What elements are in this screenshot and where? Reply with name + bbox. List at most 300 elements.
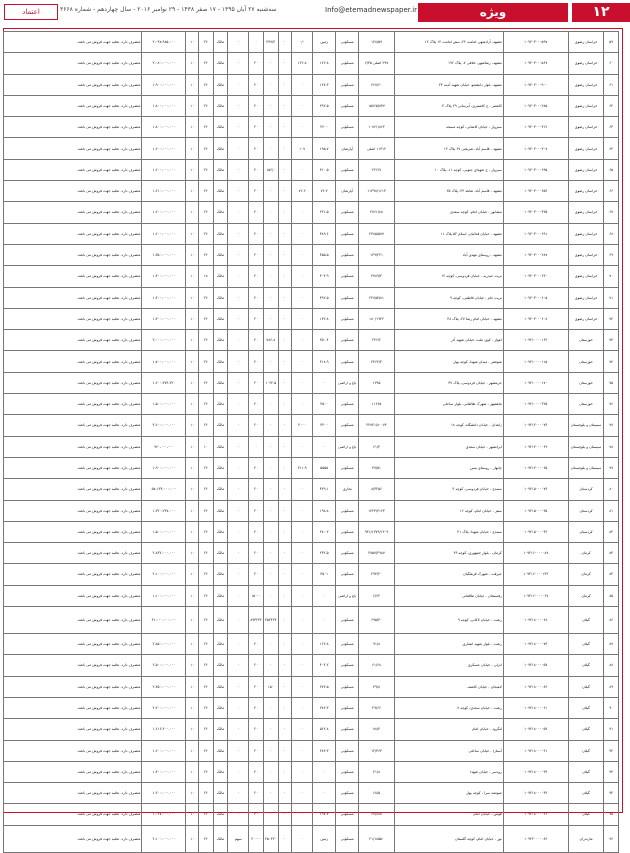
cell-prov: گیلان bbox=[568, 719, 604, 740]
cell-c: ۰ bbox=[228, 53, 249, 74]
cell-code: ۱۰۹۲۰۳۰۰۰۴۳۵ bbox=[503, 202, 568, 223]
cell-b: ۲۰ bbox=[249, 634, 264, 655]
cell-build: ۰ bbox=[292, 159, 313, 180]
cell-build: ۰ bbox=[292, 330, 313, 351]
cell-doc: ۲۶ bbox=[198, 32, 213, 53]
cell-b: ۲۰ bbox=[249, 740, 264, 761]
cell-plate: ۱۲۴۳/۳۱۲۳ bbox=[359, 500, 395, 521]
cell-use: مسکونی bbox=[336, 394, 359, 415]
cell-prov: خراسان رضوی bbox=[568, 266, 604, 287]
cell-a: ۰ bbox=[263, 564, 278, 585]
section-title: ویژه bbox=[418, 3, 568, 22]
cell-c: ۰ bbox=[228, 655, 249, 676]
cell-c: ۰ bbox=[228, 543, 249, 564]
cell-b: ۲۰۰۰۰ bbox=[249, 825, 264, 852]
cell-plate: ۶/۶۲ bbox=[359, 585, 395, 606]
cell-price: ۱،۱۰۰،۰۰۰،۰۰۰ bbox=[142, 585, 186, 606]
table-row bbox=[4, 351, 619, 372]
cell-use: مسکونی bbox=[336, 719, 359, 740]
cell-prov: خراسان رضوی bbox=[568, 74, 604, 95]
cell-a: ۰ bbox=[263, 138, 278, 159]
cell-addr: صومعه سرا - کوچه بهار bbox=[394, 783, 503, 804]
cell-row: ۸۹ bbox=[604, 676, 619, 697]
cell-doc: ۲۶ bbox=[198, 740, 213, 761]
cell-doc: ۲۶ bbox=[198, 351, 213, 372]
cell-floor: ۰ bbox=[278, 415, 292, 436]
cell-code: ۱۰۹۲۰۳۰۰۰۳۰۷ bbox=[503, 138, 568, 159]
cell-prov: خراسان رضوی bbox=[568, 95, 604, 116]
cell-area: ۰ bbox=[313, 761, 336, 782]
cell-d: مالک bbox=[213, 825, 228, 852]
cell-build: ۰ bbox=[292, 607, 313, 634]
cell-addr: سنندج - خیابان فردوسی، کوچه ۴ bbox=[394, 479, 503, 500]
cell-c: ۰ bbox=[228, 117, 249, 138]
cell-addr: مشهد- بلوار دانشجو، خیابان شهید آدینه ۲۳ bbox=[394, 74, 503, 95]
cell-area: ۲۸۰.۲ bbox=[313, 521, 336, 542]
cell-floor: ۰ bbox=[278, 244, 292, 265]
cell-addr: شوشتر - میدان شهدا، کوچه بهار bbox=[394, 351, 503, 372]
cell-build: ۰ bbox=[292, 655, 313, 676]
cell-c: ۰ bbox=[228, 138, 249, 159]
cell-d: مالک bbox=[213, 585, 228, 606]
cell-c: ۰ bbox=[228, 266, 249, 287]
cell-plate: ۳۷/۵۱ bbox=[359, 457, 395, 478]
cell-d: مالک bbox=[213, 351, 228, 372]
cell-desc: متصرف دارد. تخلیه جهت فروش می باشد. bbox=[4, 564, 142, 585]
cell-code: ۱۰۹۲۰۳۰۰۰۲۸۷ bbox=[503, 244, 568, 265]
cell-c: ۰ bbox=[228, 394, 249, 415]
cell-area: ۲۸۳.۳ bbox=[313, 740, 336, 761]
table-body bbox=[4, 32, 619, 853]
cell-price: ۲،۴۵۰،۰۰۰،۰۰۰ bbox=[142, 676, 186, 697]
cell-build: ۰ bbox=[292, 394, 313, 415]
cell-plate: ۶۱/۶۸ bbox=[359, 655, 395, 676]
cell-b: ۲۰ bbox=[249, 697, 264, 718]
cell-price: ۲،۰۹۷،۹۸۵،۰۰۰ bbox=[142, 32, 186, 53]
cell-prov: خراسان رضوی bbox=[568, 138, 604, 159]
cell-price: ۱،۰۶۷،۰۰۰،۰۰۰ bbox=[142, 804, 186, 825]
cell-build: ۰ bbox=[292, 825, 313, 852]
cell-prov: گیلان bbox=[568, 634, 604, 655]
cell-desc: متصرف دارد. تخلیه جهت فروش می باشد. bbox=[4, 330, 142, 351]
cell-price: ۱،۶۰۰،۳۷۴،۲۲۰ bbox=[142, 372, 186, 393]
cell-d: مالک bbox=[213, 740, 228, 761]
cell-a: ۰ bbox=[263, 117, 278, 138]
cell-build: ۰ bbox=[292, 244, 313, 265]
cell-code: ۱۰۹۲۱۸۰۰۰۰۶۱ bbox=[503, 697, 568, 718]
cell-floor: ۰ bbox=[278, 266, 292, 287]
cell-d: مالک bbox=[213, 159, 228, 180]
cell-c: ۰ bbox=[228, 308, 249, 329]
cell-addr: خرمشهر - خیابان فردوسی، پلاک ۳۷ bbox=[394, 372, 503, 393]
cell-doc: ۱۰ bbox=[198, 436, 213, 457]
cell-area: ۵۶۲.۸ bbox=[313, 719, 336, 740]
cell-row: ۶۸ bbox=[604, 223, 619, 244]
cell-mon: ۱۰ bbox=[186, 117, 199, 138]
cell-row: ۶۴ bbox=[604, 138, 619, 159]
cell-price: ۳،۶۰۰،۰۰۰،۰۰۰ bbox=[142, 415, 186, 436]
cell-floor: ۰ bbox=[278, 804, 292, 825]
cell-b: ۲۰ bbox=[249, 457, 264, 478]
cell-build: ۰ bbox=[292, 436, 313, 457]
table-row bbox=[4, 32, 619, 53]
cell-mon: ۱۰ bbox=[186, 436, 199, 457]
cell-b: ۲۰ bbox=[249, 500, 264, 521]
cell-plate: ۲۱/۸ bbox=[359, 761, 395, 782]
cell-mon: ۱۰ bbox=[186, 74, 199, 95]
cell-price: ۱،۲۰۰،۰۰۰،۰۰۰ bbox=[142, 783, 186, 804]
table-row bbox=[4, 804, 619, 825]
cell-desc: متصرف دارد. تخلیه جهت فروش می باشد. bbox=[4, 266, 142, 287]
cell-prov: گیلان bbox=[568, 804, 604, 825]
cell-use: مسکونی bbox=[336, 521, 359, 542]
cell-c: ۰ bbox=[228, 159, 249, 180]
cell-floor: ۰ bbox=[278, 181, 292, 202]
cell-area: ۳۱۸.۹ bbox=[313, 351, 336, 372]
cell-a: ۰ bbox=[263, 804, 278, 825]
cell-area: ۱۹۸.۸ bbox=[313, 500, 336, 521]
cell-prov: گیلان bbox=[568, 676, 604, 697]
cell-row: ۷۹ bbox=[604, 457, 619, 478]
cell-mon: ۱۰ bbox=[186, 543, 199, 564]
table-row bbox=[4, 457, 619, 478]
cell-code: ۱۰۹۲۱۵۰۰۰۰۴۲ bbox=[503, 521, 568, 542]
cell-use: مسکونی bbox=[336, 543, 359, 564]
cell-desc: متصرف دارد. تخلیه جهت فروش می باشد. bbox=[4, 244, 142, 265]
cell-prov: سیستان و بلوچستان bbox=[568, 415, 604, 436]
cell-use: مسکونی bbox=[336, 330, 359, 351]
cell-desc: متصرف دارد. تخلیه جهت فروش می باشد. bbox=[4, 74, 142, 95]
cell-doc: ۲۶ bbox=[198, 457, 213, 478]
table-row bbox=[4, 436, 619, 457]
table-row bbox=[4, 761, 619, 782]
cell-b: ۲۰ bbox=[249, 761, 264, 782]
cell-d: مالک bbox=[213, 564, 228, 585]
cell-code: ۱۰۹۲۱۸۰۰۰۰۵۷ bbox=[503, 655, 568, 676]
cell-price: ۱،۶۰۰،۰۰۰،۰۰۰ bbox=[142, 223, 186, 244]
cell-plate: ۲۲۷۲۱/۸۰۰۷۴ bbox=[359, 415, 395, 436]
cell-code: ۱۰۹۲۱۰۰۰۰۱۱۵ bbox=[503, 351, 568, 372]
cell-row: ۸۸ bbox=[604, 655, 619, 676]
cell-desc: متصرف دارد. تخلیه جهت فروش می باشد. bbox=[4, 804, 142, 825]
cell-desc: متصرف دارد. تخلیه جهت فروش می باشد. bbox=[4, 655, 142, 676]
cell-a: ۰ bbox=[263, 634, 278, 655]
cell-desc: متصرف دارد. تخلیه جهت فروش می باشد. bbox=[4, 415, 142, 436]
table-row bbox=[4, 479, 619, 500]
cell-use: مسکونی bbox=[336, 74, 359, 95]
cell-floor: ۰ bbox=[278, 564, 292, 585]
cell-price: ۲،۰۰۰،۰۰۰،۰۰۰ bbox=[142, 330, 186, 351]
cell-b: ۸۹۳۲۳۲ bbox=[249, 607, 264, 634]
cell-desc: متصرف دارد. تخلیه جهت فروش می باشد. bbox=[4, 159, 142, 180]
cell-plate: ۱۱۳۹۸/۱۶۱۳ bbox=[359, 181, 395, 202]
cell-addr: فومن - خیابان امام bbox=[394, 804, 503, 825]
cell-c: ۰ bbox=[228, 564, 249, 585]
cell-addr: لنگرود - خیابان امام bbox=[394, 719, 503, 740]
cell-c: سهم bbox=[228, 825, 249, 852]
cell-doc: ۲۶ bbox=[198, 202, 213, 223]
cell-area: ۱۶۲.۸ bbox=[313, 634, 336, 655]
cell-c: ۰ bbox=[228, 95, 249, 116]
table-row bbox=[4, 564, 619, 585]
cell-mon: ۱۰ bbox=[186, 53, 199, 74]
cell-build: ۰ bbox=[292, 804, 313, 825]
cell-use: مسکونی bbox=[336, 95, 359, 116]
cell-b: ۲۰ bbox=[249, 655, 264, 676]
cell-c: ۰ bbox=[228, 521, 249, 542]
cell-build: ۰ bbox=[292, 761, 313, 782]
cell-a: ۰ bbox=[263, 244, 278, 265]
cell-prov: خراسان رضوی bbox=[568, 159, 604, 180]
cell-addr: ایرانشهر - خیابان سعدی bbox=[394, 436, 503, 457]
cell-build: ۰ bbox=[292, 564, 313, 585]
cell-row: ۸۲ bbox=[604, 521, 619, 542]
table-row bbox=[4, 676, 619, 697]
cell-row: ۵۹ bbox=[604, 32, 619, 53]
cell-addr: رشت - بلوار شهید انصاری bbox=[394, 634, 503, 655]
cell-d: مالک bbox=[213, 415, 228, 436]
cell-floor: ۰ bbox=[278, 676, 292, 697]
cell-mon: ۱۰ bbox=[186, 655, 199, 676]
cell-price: ۲،۱۰۰،۰۰۰،۰۰۰ bbox=[142, 825, 186, 852]
cell-addr: چابهار - روستای تیس bbox=[394, 457, 503, 478]
cell-desc: متصرف دارد. تخلیه جهت فروش می باشد. bbox=[4, 634, 142, 655]
cell-doc: ۲۶ bbox=[198, 308, 213, 329]
cell-price: ۱،۴۰۰،۰۰۰،۰۰۰ bbox=[142, 287, 186, 308]
cell-c: ۰ bbox=[228, 202, 249, 223]
cell-b: ۲۰ bbox=[249, 804, 264, 825]
cell-mon: ۱۰ bbox=[186, 308, 199, 329]
cell-row: ۹۴ bbox=[604, 783, 619, 804]
cell-price: ۱،۸۰۰،۰۰۰،۰۰۰ bbox=[142, 95, 186, 116]
cell-use: مسکونی bbox=[336, 761, 359, 782]
table-row bbox=[4, 53, 619, 74]
cell-doc: ۲۶ bbox=[198, 74, 213, 95]
cell-prov: خوزستان bbox=[568, 351, 604, 372]
cell-build: ۰ bbox=[292, 351, 313, 372]
cell-prov: گیلان bbox=[568, 740, 604, 761]
cell-mon: ۱۰ bbox=[186, 32, 199, 53]
cell-floor: ۰ bbox=[278, 308, 292, 329]
cell-addr: انزلی - خیابان عسکری bbox=[394, 655, 503, 676]
cell-use: مسکونی bbox=[336, 32, 359, 53]
cell-price: ۱،۶۱۶،۴۰۰،۰۰۰ bbox=[142, 719, 186, 740]
cell-c: ۰ bbox=[228, 804, 249, 825]
cell-use: مسکونی bbox=[336, 607, 359, 634]
cell-b: ۲۰ bbox=[249, 351, 264, 372]
cell-build: ۱۲۶.۸ bbox=[292, 53, 313, 74]
cell-a: ۰ bbox=[263, 181, 278, 202]
page-header bbox=[0, 0, 630, 22]
table-row bbox=[4, 266, 619, 287]
cell-code: ۱۰۹۲۱۸۰۰۰۰۸۲ bbox=[503, 676, 568, 697]
cell-floor: ۰ bbox=[278, 719, 292, 740]
cell-a: ۰ bbox=[263, 585, 278, 606]
cell-plate: ۶۹۵/۳۰ bbox=[359, 607, 395, 634]
cell-price: ۱،۶۰۰،۰۰۰،۰۰۰ bbox=[142, 138, 186, 159]
cell-price: ۱،۳۰۰،۰۰۰،۰۰۰ bbox=[142, 308, 186, 329]
cell-code: ۱۰۹۲۱۰۰۰۰۱۷۰ bbox=[503, 372, 568, 393]
cell-use: باغ و اراضی bbox=[336, 436, 359, 457]
cell-prov: خراسان رضوی bbox=[568, 117, 604, 138]
cell-row: ۸۵ bbox=[604, 585, 619, 606]
cell-floor: ۰ bbox=[278, 761, 292, 782]
cell-d: مالک bbox=[213, 138, 228, 159]
cell-area: ۰ bbox=[313, 436, 336, 457]
cell-code: ۱۰۹۲۰۳۰۰۰۶۰۵ bbox=[503, 287, 568, 308]
cell-doc: ۲۶ bbox=[198, 607, 213, 634]
cell-doc: ۲۶ bbox=[198, 676, 213, 697]
cell-floor: ۰ bbox=[278, 740, 292, 761]
cell-a: ۰ bbox=[263, 500, 278, 521]
cell-mon: ۱۰ bbox=[186, 202, 199, 223]
cell-d: مالک bbox=[213, 479, 228, 500]
cell-code: ۱۰۹۲۱۶۰۰۰۰۰۶۷ bbox=[503, 585, 568, 606]
cell-desc: متصرف دارد. تخلیه جهت فروش می باشد. bbox=[4, 676, 142, 697]
cell-addr: سقز - خیابان امام، کوچه ۱۶ bbox=[394, 500, 503, 521]
cell-c: ۰ bbox=[228, 223, 249, 244]
cell-code: ۱۰۹۲۱۰۰۰۰۲۲۵ bbox=[503, 394, 568, 415]
cell-use: مسکونی bbox=[336, 308, 359, 329]
cell-plate: ۹۳۱/۱۲۷۹/۱۳۰۹ bbox=[359, 521, 395, 542]
cell-area: ۳۸۹.۶ bbox=[313, 223, 336, 244]
cell-floor: ۰ bbox=[278, 825, 292, 852]
cell-row: ۹۶ bbox=[604, 825, 619, 852]
cell-plate: ۲۹/۶۶ bbox=[359, 697, 395, 718]
cell-code: ۱۰۹۲۱۸۰۰۰۰۶۸ bbox=[503, 607, 568, 634]
cell-mon: ۱۰ bbox=[186, 138, 199, 159]
cell-prov: خراسان رضوی bbox=[568, 202, 604, 223]
cell-code: ۱۰۹۲۱۸۰۰۰۰۵۹ bbox=[503, 719, 568, 740]
cell-code: ۱۰۹۲۱۸۰۰۰۰۴۱ bbox=[503, 740, 568, 761]
dateline: سه‌شنبه ۲۷ آبان ۱۳۹۵ - ۱۷ صفر ۱۴۳۸ - ۲۹ نوامبر ۲۰۱۶ - سال چهاردهم - شماره ۳۶۶۸ bbox=[60, 6, 277, 13]
cell-code: ۱۰۹۲۰۳۰۰۰۶۵۲ bbox=[503, 181, 568, 202]
cell-desc: متصرف دارد. تخلیه جهت فروش می باشد. bbox=[4, 740, 142, 761]
cell-doc: ۲۶ bbox=[198, 287, 213, 308]
cell-area: ۱۹۷.۷ bbox=[313, 804, 336, 825]
cell-plate: ۹۱/۸ bbox=[359, 634, 395, 655]
cell-code: ۱۰۹۲۱۰۰۰۰۱۶۲ bbox=[503, 330, 568, 351]
cell-build: ۰ bbox=[292, 202, 313, 223]
cell-price: ۳۱،۰۰۰،۰۰۰،۰۰۰ bbox=[142, 607, 186, 634]
cell-mon: ۱۰ bbox=[186, 521, 199, 542]
cell-plate: ۲۳۸۵/۵۷۷ bbox=[359, 223, 395, 244]
cell-addr: رفسنجان - خیابان طالقانی bbox=[394, 585, 503, 606]
cell-c: ۰ bbox=[228, 74, 249, 95]
cell-d: مالک bbox=[213, 223, 228, 244]
cell-area: ۳۴۰۰ bbox=[313, 415, 336, 436]
table-row bbox=[4, 415, 619, 436]
cell-area: ۱۳۲.۸ bbox=[313, 308, 336, 329]
cell-c: ۰ bbox=[228, 181, 249, 202]
cell-use: مسکونی bbox=[336, 655, 359, 676]
cell-row: ۸۳ bbox=[604, 543, 619, 564]
cell-mon: ۱۰ bbox=[186, 783, 199, 804]
cell-row: ۷۵ bbox=[604, 372, 619, 393]
cell-d: مالک bbox=[213, 436, 228, 457]
cell-addr: مشهد - خیابان امام رضا ۲۷، پلاک ۴۸ bbox=[394, 308, 503, 329]
cell-a: ۰ bbox=[263, 95, 278, 116]
cell-b: ۲۰ bbox=[249, 95, 264, 116]
cell-area: ۲۲۱.۵ bbox=[313, 202, 336, 223]
table-row bbox=[4, 117, 619, 138]
cell-row: ۶۹ bbox=[604, 244, 619, 265]
cell-prov: سیستان و بلوچستان bbox=[568, 436, 604, 457]
cell-plate: ۱۰۷۶۱/۸۶۲ bbox=[359, 117, 395, 138]
cell-mon: ۱۰ bbox=[186, 244, 199, 265]
cell-mon: ۱۰ bbox=[186, 457, 199, 478]
cell-floor: ۰ bbox=[278, 138, 292, 159]
cell-desc: متصرف دارد. تخلیه جهت فروش می باشد. bbox=[4, 351, 142, 372]
cell-c: ۰ bbox=[228, 479, 249, 500]
table-row bbox=[4, 287, 619, 308]
cell-price: ۹۶۰،۰۰۰،۰۰۰ bbox=[142, 436, 186, 457]
cell-a: ۰ bbox=[263, 479, 278, 500]
cell-floor: ۰ bbox=[278, 53, 292, 74]
cell-mon: ۱۰ bbox=[186, 415, 199, 436]
cell-mon: ۱۰ bbox=[186, 676, 199, 697]
cell-floor: ۰ bbox=[278, 634, 292, 655]
cell-doc: ۲۶ bbox=[198, 117, 213, 138]
cell-addr: رشت - خیابان سعدی، کوچه ۷ bbox=[394, 697, 503, 718]
cell-build: ۰ bbox=[292, 697, 313, 718]
cell-addr: سبزوار - خیابان کاشانی، کوچه مسجد bbox=[394, 117, 503, 138]
cell-mon: ۱۰ bbox=[186, 564, 199, 585]
cell-code: ۱۰۹۲۱۸۰۰۰۰۲۶ bbox=[503, 804, 568, 825]
cell-build: ۰ bbox=[292, 266, 313, 287]
cell-price: ۲،۸۵۰،۰۰۰،۰۰۰ bbox=[142, 634, 186, 655]
cell-addr: رشت - خیابان لاکانی، کوچه ۹ bbox=[394, 607, 503, 634]
cell-b: ۲۰ bbox=[249, 394, 264, 415]
cell-floor: ۰ bbox=[278, 223, 292, 244]
cell-doc: ۱۸ bbox=[198, 266, 213, 287]
table-row bbox=[4, 719, 619, 740]
cell-build: ۱۰۷ bbox=[292, 138, 313, 159]
cell-doc: ۲۶ bbox=[198, 138, 213, 159]
cell-mon: ۱۰ bbox=[186, 266, 199, 287]
cell-d: مالک bbox=[213, 372, 228, 393]
cell-build: ۰ bbox=[292, 372, 313, 393]
cell-plate: ۲۲۷/۵۹۸۱ bbox=[359, 287, 395, 308]
cell-use: تجاری bbox=[336, 479, 359, 500]
cell-row: ۷۶ bbox=[604, 394, 619, 415]
cell-a: ۰ bbox=[263, 719, 278, 740]
cell-addr: مشهد - قاسم آباد، شاهد ۲۳، پلاک ۲۵ bbox=[394, 181, 503, 202]
cell-desc: متصرف دارد. تخلیه جهت فروش می باشد. bbox=[4, 308, 142, 329]
table-row bbox=[4, 308, 619, 329]
cell-row: ۶۱ bbox=[604, 74, 619, 95]
cell-use: مسکونی bbox=[336, 634, 359, 655]
page-number: ۱۲ bbox=[572, 3, 630, 22]
cell-c: ۰ bbox=[228, 351, 249, 372]
table-row bbox=[4, 783, 619, 804]
table-row bbox=[4, 159, 619, 180]
cell-price: ۱،۶۰۰،۰۰۰،۰۰۰ bbox=[142, 159, 186, 180]
cell-build: ۰ bbox=[292, 74, 313, 95]
cell-doc: ۲۶ bbox=[198, 521, 213, 542]
cell-c: ۰ bbox=[228, 607, 249, 634]
cell-plate: ۱۳۹/۲۲۱ bbox=[359, 244, 395, 265]
cell-prov: خراسان رضوی bbox=[568, 181, 604, 202]
table-row bbox=[4, 330, 619, 351]
cell-doc: ۲۶ bbox=[198, 479, 213, 500]
cell-doc: ۲۶ bbox=[198, 244, 213, 265]
cell-mon: ۱۰ bbox=[186, 719, 199, 740]
table-row bbox=[4, 740, 619, 761]
cell-addr: اهواز - کوی ملت، خیابان شهید آذر bbox=[394, 330, 503, 351]
cell-doc: ۲۶ bbox=[198, 330, 213, 351]
cell-prov: مازندران bbox=[568, 825, 604, 852]
